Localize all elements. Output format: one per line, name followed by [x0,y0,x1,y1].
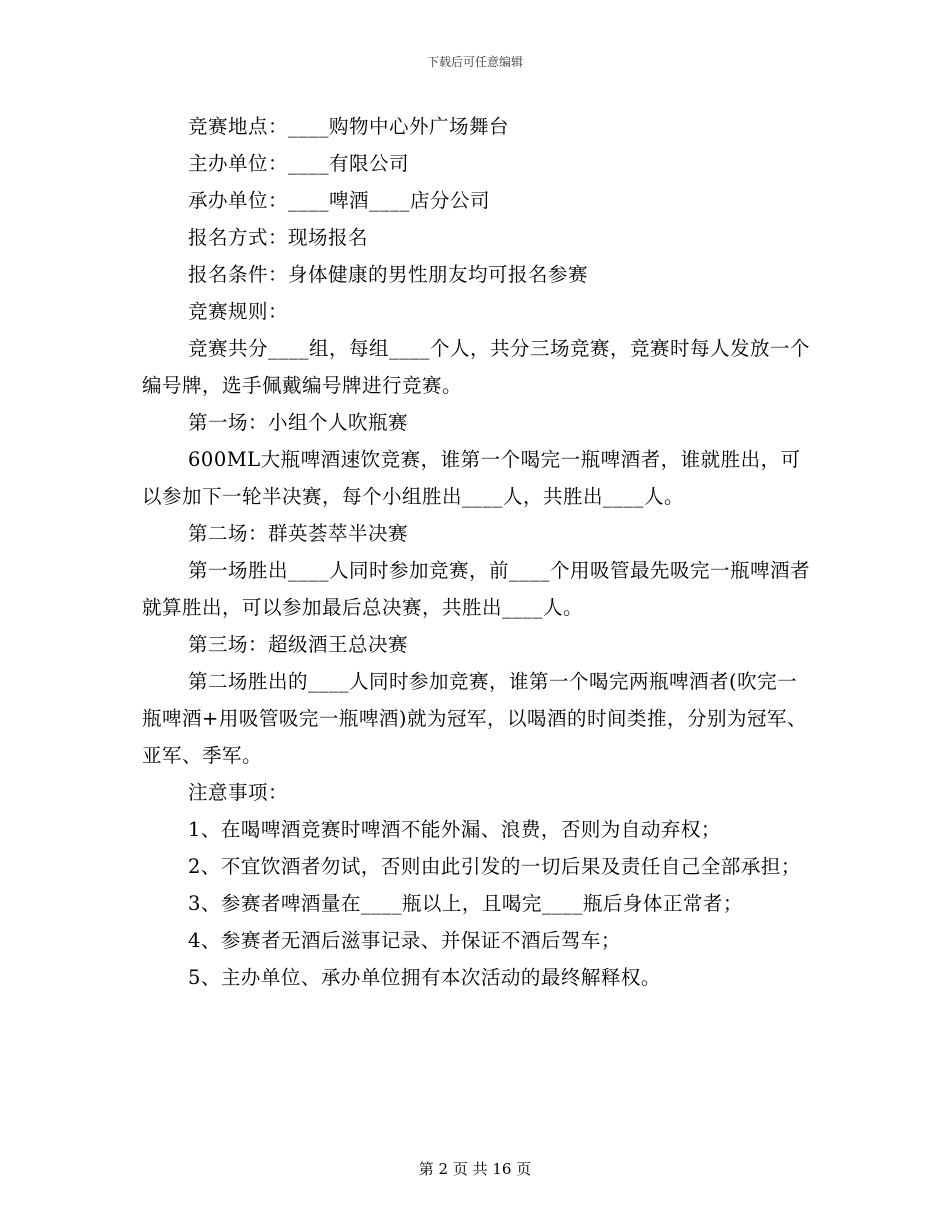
paragraph-note-2: 2、不宜饮酒者勿试，否则由此引发的一切后果及责任自己全部承担； [188,855,801,878]
paragraph-rules-heading: 竞赛规则： [188,300,289,323]
paragraph-round-1-body: 600ML大瓶啤酒速饮竞赛，谁第一个喝完一瓶啤酒者，谁就胜出，可以参加下一轮半决赛，每个小组胜出____人，共胜出____人。 [142,448,801,508]
document-body [142,108,812,996]
paragraph-registration-method: 报名方式：现场报名 [188,226,369,249]
page-number: 第 2 页 共 16 页 [418,1160,532,1178]
paragraph-notes-heading: 注意事项： [188,781,289,804]
paragraph-round-2-heading: 第二场：群英荟萃半决赛 [188,522,409,545]
paragraph-note-1: 1、在喝啤酒竞赛时啤酒不能外漏、浪费，否则为自动弃权； [188,818,721,841]
paragraph-registration-conditions: 报名条件：身体健康的男性朋友均可报名参赛 [188,263,589,286]
paragraph-note-4: 4、参赛者无酒后滋事记录、并保证不酒后驾车； [188,929,621,952]
paragraph-venue: 竞赛地点：____购物中心外广场舞台 [188,115,510,138]
paragraph-note-5: 5、主办单位、承办单位拥有本次活动的最终解释权。 [188,966,661,989]
paragraph-co-organizer: 承办单位：____啤酒____店分公司 [188,189,491,212]
page-header: 下载后可任意编辑 [426,55,523,69]
paragraph-round-2-body: 第一场胜出____人同时参加竞赛，前____个用吸管最先吸完一瓶啤酒者就算胜出，可以参加最后总决赛，共胜出____人。 [142,559,811,619]
paragraph-rules-body: 竞赛共分____组，每组____个人，共分三场竞赛，竞赛时每人发放一个编号牌，选手佩戴编号牌进行竞赛。 [142,337,811,397]
paragraph-round-3-body: 第二场胜出的____人同时参加竞赛，谁第一个喝完两瓶啤酒者(吹完一瓶啤酒+用吸管吸完一瓶啤酒)就为冠军，以喝酒的时间类推，分别为冠军、亚军、季军。 [142,670,807,767]
paragraph-round-1-heading: 第一场：小组个人吹瓶赛 [188,411,409,434]
paragraph-organizer: 主办单位：____有限公司 [188,152,410,175]
paragraph-note-3: 3、参赛者啤酒量在____瓶以上，且喝完____瓶后身体正常者； [188,892,743,915]
paragraph-round-3-heading: 第三场：超级酒王总决赛 [188,633,409,656]
